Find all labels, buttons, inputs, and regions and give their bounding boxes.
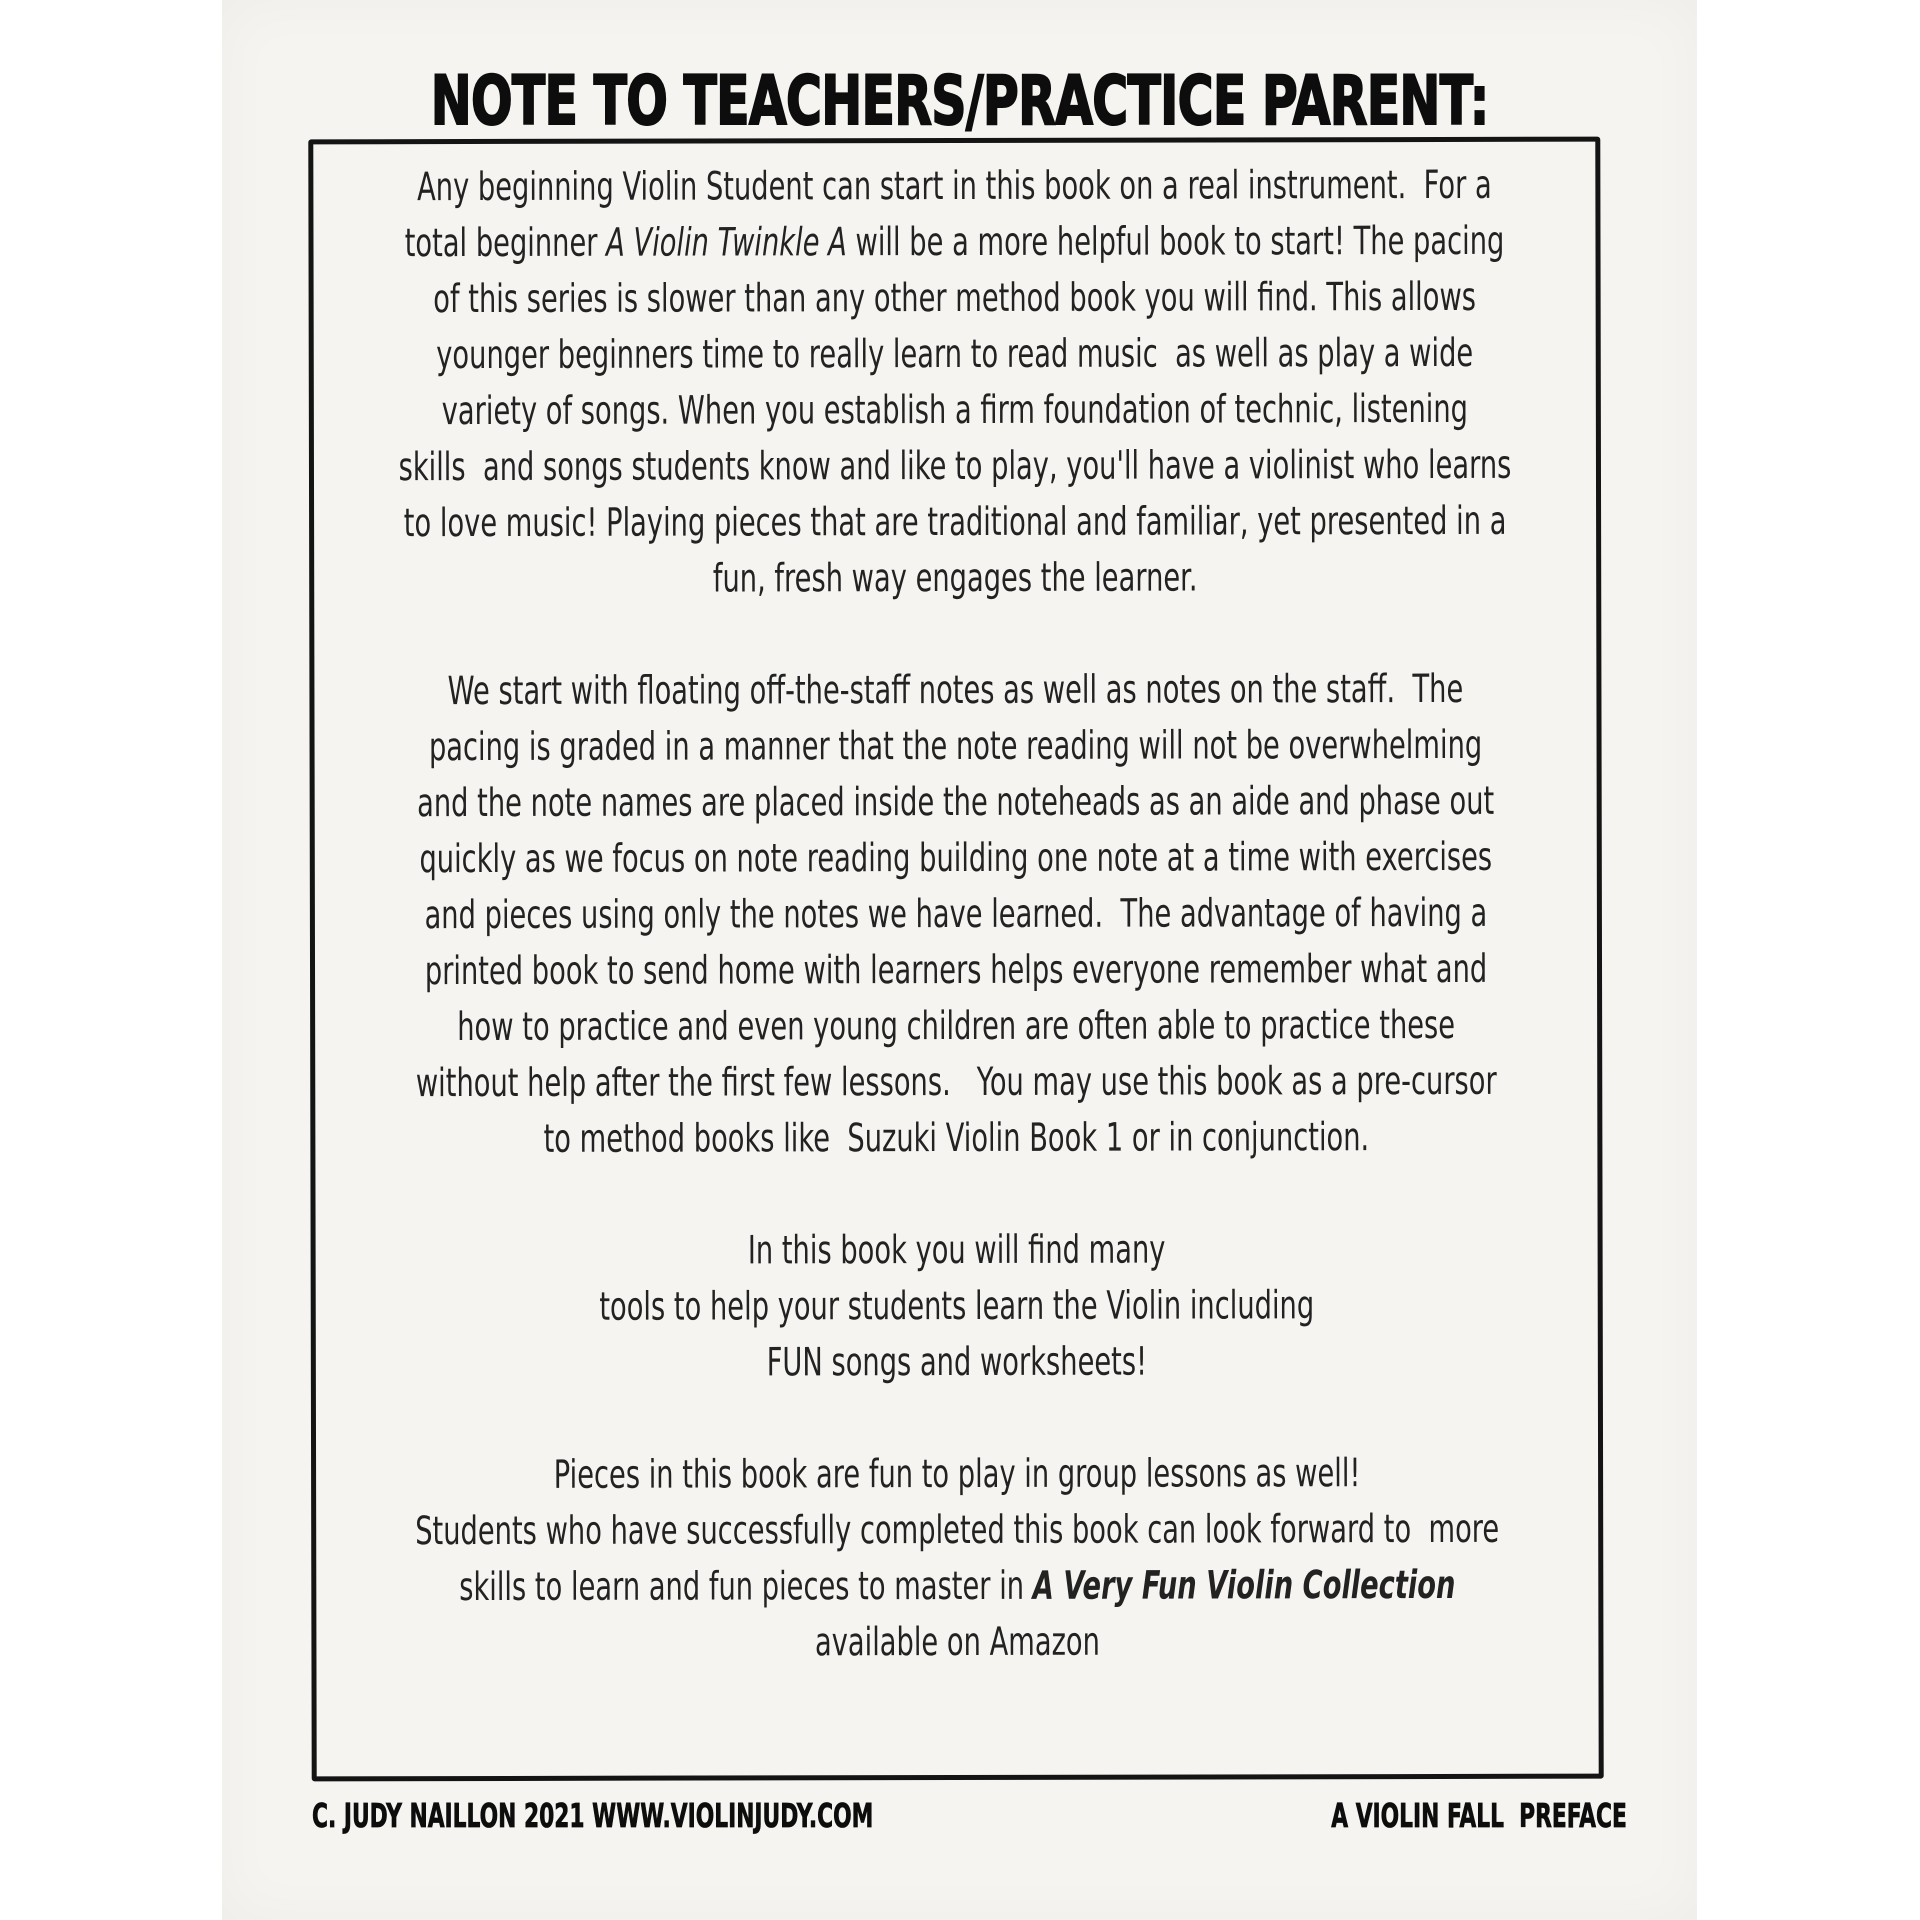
- footer-page-label: A VIOLIN FALL PREFACE: [1331, 1796, 1627, 1835]
- text-line: We start with floating off-the-staff notes as well as notes on the staff. The: [447, 666, 1464, 715]
- text-line: to love music! Playing pieces that are traditional and familiar, yet presented in a: [403, 498, 1507, 547]
- text-segment: skills to learn and fun pieces to master in: [459, 1563, 1033, 1611]
- note-paragraph-2: [313, 662, 1599, 1169]
- note-paragraph-1: [312, 158, 1598, 609]
- text-line: skills and songs students know and like to play, you'll have a violinist who learns: [398, 442, 1512, 491]
- text-line: available on Amazon: [814, 1619, 1100, 1666]
- footer-credit: C. JUDY NAILLON 2021 WWW.VIOLINJUDY.COM: [312, 1796, 874, 1835]
- document-page: [222, 0, 1697, 1920]
- page-title-text: NOTE TO TEACHERS/PRACTICE PARENT:: [430, 62, 1489, 141]
- text-line: Any beginning Violin Student can start in this book on a real instrument. For a: [417, 162, 1492, 211]
- text-line: and pieces using only the notes we have learned. The advantage of having a: [424, 890, 1488, 939]
- text-line: Students who have successfully completed this book can look forward to more: [415, 1506, 1500, 1555]
- text-line: and the note names are placed inside the noteheads as an aide and phase out: [417, 778, 1495, 827]
- page-title: [222, 62, 1697, 141]
- text-line: In this book you will find many: [747, 1227, 1166, 1274]
- text-line: to method books like Suzuki Violin Book 1 or in conjunction.: [543, 1115, 1370, 1162]
- text-line: printed book to send home with learners helps everyone remember what and: [424, 946, 1488, 995]
- text-line: [315, 1558, 1600, 1617]
- text-line: without help after the first few lessons. You may use this book as a pre-cursor: [415, 1058, 1497, 1107]
- note-paragraph-3: [314, 1222, 1600, 1393]
- text-segment: total beginner: [404, 220, 607, 267]
- note-box: [308, 137, 1603, 1782]
- text-line: pacing is graded in a manner that the note reading will not be overwhelming: [428, 722, 1483, 771]
- text-line: tools to help your students learn the Violin including: [599, 1283, 1315, 1330]
- note-paragraph-4: [314, 1446, 1600, 1673]
- text-line: fun, fresh way engages the learner.: [712, 555, 1198, 602]
- text-segment: will be a more helpful book to start! The pacing: [846, 218, 1505, 266]
- text-line: [312, 214, 1597, 273]
- note-box-content: [312, 158, 1600, 1673]
- text-line: variety of songs. When you establish a firm foundation of technic, listening: [441, 386, 1469, 435]
- text-line: Pieces in this book are fun to play in group lessons as well!: [553, 1451, 1361, 1498]
- text-line: quickly as we focus on note reading building one note at a time with exercises: [419, 834, 1493, 883]
- book-title-a-very-fun-violin-collection: A Very Fun Violin Collection: [1032, 1562, 1456, 1609]
- text-line: younger beginners time to really learn to read music as well as play a wide: [436, 330, 1474, 379]
- text-line: FUN songs and worksheets!: [766, 1339, 1148, 1386]
- text-line: how to practice and even young children are often able to practice these: [457, 1002, 1456, 1051]
- book-title-a-violin-twinkle-a: A Violin Twinkle A: [606, 220, 847, 266]
- text-line: of this series is slower than any other method book you will find. This allows: [433, 274, 1477, 323]
